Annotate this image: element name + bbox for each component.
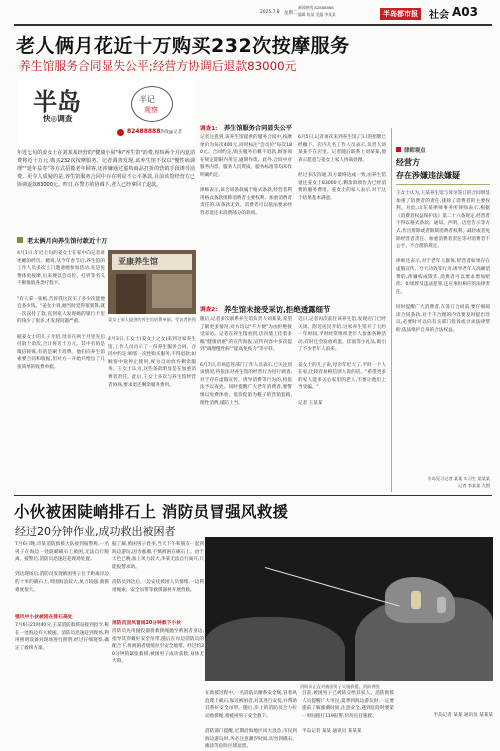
story1-col4: 6月5日,记者再次来到养生馆,门口的招牌已经撤下。店内几名工作人员表示,负责人刘某某不在店里。记者随后联系上刘某某,他表示愿意与姜女士家人协商处理。 经过多次沟通,双方最终达成一致,由养生馆退还姜女士83000元,剩余款项作为已经消费的服务费用。姜女士的家人表示,对于这个结果基本满意。 (298, 135, 386, 201)
observer-badge (131, 86, 173, 122)
paper-logo: 半岛都市报 (380, 8, 421, 20)
sidebar-text: 王女士认为,王某养生馆与母亲签订的合同明显加重了消费者的责任,排除了消费者的主要权利。对此,山东某律师事务所律师表示,根据《消费者权益保护法》第二十六条规定,经营者不得以格式条款、通知、声明、店堂告示等方式,作出排除或者限制消费者权利、减轻或者免除经营者责任、加重消费者责任等对消费者不公平、不合理的规定。 律师还表示,对于老年人群体,经营者如果存在虚假宣传、夸大功效等行为,诱导老年人高额消费的,涉嫌构成欺诈,消费者可以要求增加赔偿。如果涉及违法犯罪,还应承担相应的法律责任。 同时提醒广大消费者,在签订合同前,要仔细阅读合同条款,对于不合理的内容要及时提出异议,必要时可以向有关部门投诉或寻求法律帮助,依法维护自身的合法权益。 (396, 191, 490, 333)
sidebar-kicker: 律师观点 (404, 148, 426, 154)
story1-col1: 4月1日,年近七旬的姜女士在家中向记者讲述她的经历。她说,从今年春节后,养生馆的工作人员多次上门邀请她参加活动,先是免费体验按摩,后来便以会员价、打折等名义不断推销各类疗程卡。 "有人拿一张纸,告诉我这次买了多少次能便宜多少钱。"姜女士说,她当时觉得很划算,就一次次付了款,直到家人发现她的银行卡里的钱少了很多,才发现问题严重。 据姜女士的儿子介绍,母亲在两个月里先后付款十余次,合计将近十万元。其中有的是微信转账,有的是刷卡消费。他们向养生馆索要合同和收据,但对方一开始只给出了几张简单的收费单据。 (17, 251, 105, 370)
sidebar-byline: 半岛见习记者 某某 实习生 某某某 (427, 476, 490, 481)
kuaidiao-logo-box (17, 80, 195, 146)
sidebar-title-2: 存在涉嫌违法嫌疑 (396, 171, 460, 180)
sub3-label: 调查2: (200, 307, 218, 313)
story1-photo (108, 250, 196, 314)
story2-photo-caption: 消防员正在对被困男子实施救援。消防供图 (300, 684, 380, 689)
photo-window (152, 274, 192, 308)
sidebar-title-rule (396, 184, 490, 185)
photo-victim (437, 597, 446, 613)
story2-col5: 半岛记者 某某 通讯员 某某某 (433, 713, 493, 718)
story2-col2: 据了解,被困男子姓李,当天下午和朋友一起到海边游玩,因为涨潮,不慎被困在礁石上。由于天色已晚,加上风力较大,李某无法自行离开,只能报警求助。 消防员到达后,一边安抚被困人员情绪,一边利用绳索、安全吊带等救援器材开展营救。 (112, 542, 204, 593)
kuaidiao-label: 快◎调查 (43, 114, 73, 123)
story2-headline: 小伙被困陡峭排石上 消防员冒强风救援 (14, 503, 289, 521)
page-number: A03 (452, 5, 478, 19)
phone-icon (117, 129, 124, 136)
sub1-marker (17, 237, 23, 243)
kuaidiao-logo-text: 半岛 (33, 88, 81, 116)
story1-lead: 年近七旬的姜女士在刘某某经营的"健康小屋"和"养生馆"消费,短短两个月内竟消费将近十万元,购买232次按摩服务。记者调查发现,该养生馆不仅以"慢性病调理""延年益寿"等方式招揽老年顾客,还涉嫌通过虚构商品打折的营销手段诱导消费。更令人质疑的是,养生馆服务合同中存在明显不公平条款,目前该馆经营方已协调退款83000元。昨日,在警方的协调下,老人已经拿回了退款。 (17, 150, 195, 188)
story1-col2: 4月3日,王女士(姜女士之女)来到这家养生馆,工作人员出示了一份养生服务合同。合同中约定:顾客一次性购买服务,不得退款;如顾客中途停止使用,视为自动放弃剩余服务。王女士认为,这些条款明显是在加重消费者责任。此后,王女士多次与养生馆经营者协商,要求退还剩余服务费用。 (108, 337, 196, 388)
story1-subhead: 养生馆服务合同显失公平;经营方协调后退款83000元 (19, 59, 297, 73)
story1-sub1: 老太俩月向养生馆付款近十万 (27, 238, 108, 245)
story2-subhead: 经过20分钟作业,成功救出被困者 (15, 525, 176, 538)
sidebar-divider (391, 128, 392, 492)
story2-sub: 强风中小伙被困在排石高处 (15, 615, 73, 620)
sidebar-byline-2: 记者 李某某 大图 (458, 483, 490, 488)
photo-door (116, 274, 146, 314)
story1-photo-caption: 姜女士家人提供的养生馆收费单据。受访者供图 (108, 317, 196, 322)
story1-col5: 随后,记者多次联系养生馆负责人刘某某,希望了解更多情况,对方均以"不方便"为由拒绝接受采访。记者在养生馆看到,店内墙上挂着多幅"健康讲座"的宣传海报,宣传内容中多次提到"调理慢性病""提高免疫力"等字样。 6月7日,市场监管部门工作人员表示,已关注到该情况,将依法对养生馆的经营行为进行调查,对于存在虚假宣传、诱导消费等行为的,将依法予以查处。同时提醒广大老年消费者,要警惕以免费体验、低价促销为幌子的营销套路,理性消费,谨防上当。 (200, 317, 292, 406)
staff-line: 编辑 陈某 美编 李某某 (298, 12, 336, 17)
hotline-number: 82488888 (127, 128, 161, 135)
issue-date: 2025.7.8 (260, 10, 280, 15)
header-rule (14, 24, 492, 26)
story2-col4: 目前,被困男子已被转交给其家人。消防救援人员提醒广大市民,夏季到海边游玩时,一定要提前了解涨潮时间,注意安全,遇到危险时要第一时间拨打119报警,切勿盲目施救。 半岛记者 某某 通讯员 某某某 (302, 691, 394, 734)
sidebar-kicker-marker (396, 147, 401, 152)
story2-photo (205, 537, 493, 681)
photo-firefighter (411, 591, 421, 609)
badge-bottom-text: 观察 (144, 106, 158, 114)
sidebar-title-1: 经营方 (396, 158, 420, 167)
story1-sub3: 养生馆未接受采访,拒绝透露细节 (224, 305, 331, 314)
photo-sign-text: 亚康养生馆 (118, 257, 158, 266)
story1-col3: 记者注意到,该养生馆提供的服务合同中,按摩单价为每次400元,同时标注"会员价"每次180元。合同约定,购买服务后概不退款,顾客须在规定期限内用完,逾期作废。此外,合同中对服务内容、服务人员资质、服务标准等均未作明确约定。 律师表示,该合同条款属于格式条款,经营者利用格式条款排除消费者主要权利、加重消费者责任的,该条款无效。消费者可以依法要求经营者退还未消费部分的款项。 (200, 135, 292, 216)
section-name: 社会 (429, 10, 449, 21)
photo-rope (265, 567, 400, 607)
story1-sub2: 养生馆服务合同显失公平 (224, 125, 293, 132)
badge-top-text: 半记 (139, 95, 155, 104)
story2-sub2: 消防员顶风冒雨20分钟救下小伙 (112, 621, 182, 626)
story-divider (14, 495, 492, 496)
story2-col3: 在救援过程中,一名消防员腰系安全绳,冒着风浪爬上礁石,靠近被困者,对其进行安抚,并帮助其系好安全吊带。随后,岸上的消防员合力拉动救援绳,将被困男子安全救下。 消防部门提醒,近期沿海地区风大浪急,市民到海边游玩时,务必注意潮汐时间,切勿到礁石、滩涂等危险区域逗留。 (205, 691, 297, 750)
sub2-label: 调查1: (200, 126, 218, 132)
photo-rock-left (205, 617, 345, 681)
editor-line: 新闻热线 82888888 (298, 5, 334, 10)
issue-weekday: 星期二 (284, 11, 298, 16)
story2-col1: 7月6日晚,市某消防救援大队接到报警称,一名男子在海边一处陡峭礁石上被困,无法自行脱离。接警后,消防员迅速赶赴现场处置。 到达现场后,消防员发现被困男子位于距离岸边约十米的礁石上,周围海浪较大,风力较强,救援难度很大。 (15, 542, 109, 593)
story1-col6: 近日,记者再次前往该养生馆,发现店门已经关闭。附近居民介绍,这家养生馆开了大约一年时间,平时经常组织老年人参加各种活动,有时还会发放鸡蛋、挂面等小礼品,吸引了不少老年人前来。 姜女士的儿子说,母亲年纪大了,平时一个人在家,比较容易相信别人说的话。"希望更多的家人能多关心家里的老人,不要让他们上当受骗。" 记者 王某某 (298, 317, 386, 406)
masthead (8, 2, 492, 22)
story2-col1b: 7月6日21时40分,王某消防救援站接到指令,称在一处海边有人被困。消防员迅速赶到现场,利用照明设备对现场进行照明,经过仔细观察,确定了救援方案。 (15, 623, 109, 651)
story2-col2b: 消防员先用抛投器将救援绳抛至被困者身边,指导其穿戴好安全吊带,随后在岸边消防员的配合下,将被困者缓缓拉至安全地带。经过约20分钟的紧张救援,被困男子成功获救,身体无大碍。 (112, 629, 204, 665)
hotline-suffix: 热线@记者 (160, 130, 182, 135)
story1-headline: 老人俩月花近十万购买232次按摩服务 (16, 35, 350, 57)
